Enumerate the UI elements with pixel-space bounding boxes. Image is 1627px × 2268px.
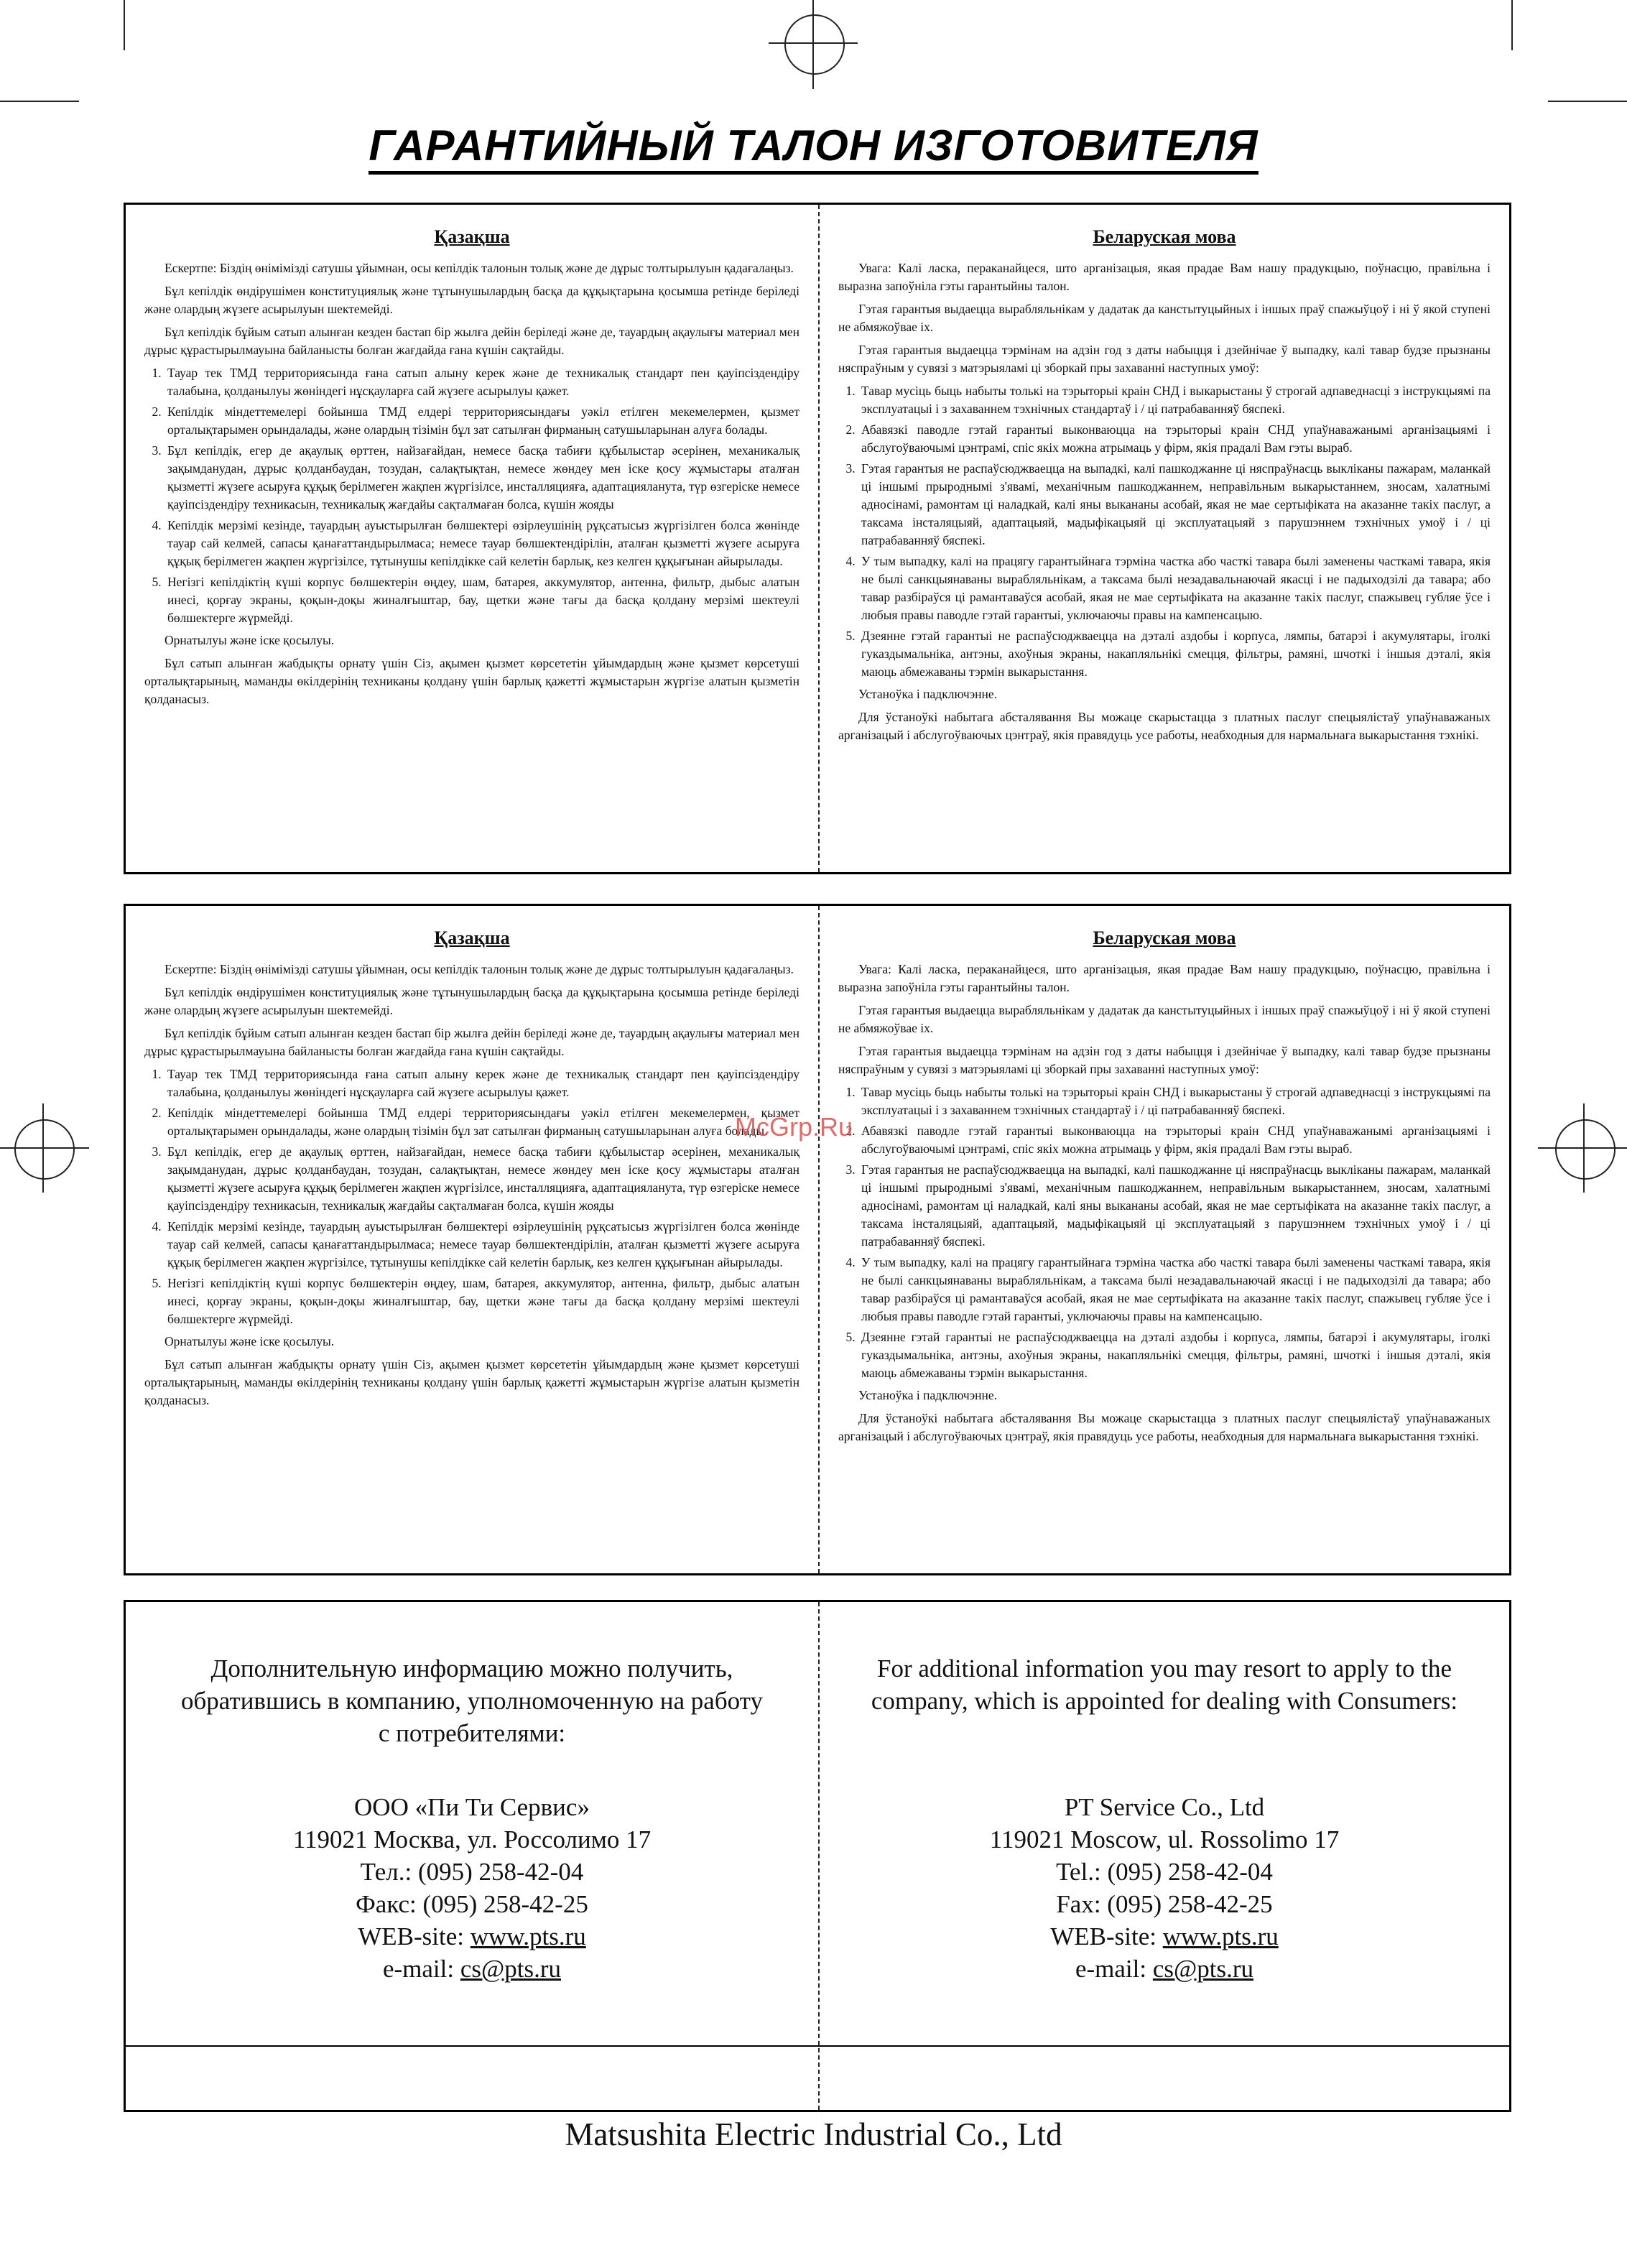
email-link[interactable]: cs@pts.ru bbox=[460, 1955, 561, 1983]
list-item: 3. Гэтая гарантыя не распаўсюджваецца на выпадкі, калі пашкоджанне ці няспраўнасць выкліканы пажарам, маланкай ці іншымі прыроднымі з'явамі, механічным пашкоджаннем, неправільным выкарыстаннем, зносам, халатнымі адносінамі, рамонтам ці наладкай, калі яны выкананы асобай, якая не мае сертыфіката на аказанне такіх паслуг, а таксама інсталяцыяй, адаптацыяй, мадыфікацыяй ці эксплуатацыяй з парушэннем тэхнічных умоў і / ці патрабаванняў бяспекі. bbox=[858, 460, 1491, 550]
belarusian-install-text: Для ўстаноўкі набытага абсталявання Вы можаце скарыстацца з платных паслуг спецыялістаў упаўнаважаных арганізацый і абслугоўваючых цэнтраў, якія правядуць усе работы, неабходныя для нармальнага выкарыстання тэхнікі. bbox=[838, 710, 1491, 742]
email-line bbox=[820, 1953, 1509, 1985]
kazakh-paragraph: Бұл кепілдік өндірушімен конституциялық және тұтынушылардың басқа да құқықтарына қосымша ретінде беріледі және олардың жүзеге асырылуын шектемейді. bbox=[144, 985, 799, 1017]
kazakh-column bbox=[126, 906, 820, 1573]
belarusian-install-title: Устаноўка і падключэнне. bbox=[858, 1388, 998, 1402]
belarusian-column bbox=[820, 906, 1509, 1573]
kazakh-column bbox=[126, 205, 820, 872]
company-name: PT Service Co., Ltd bbox=[1064, 1793, 1265, 1821]
list-item: 4. Кепілдік мерзімі кезінде, тауардың ауыстырылған бөлшектері өзірлеушінің рұқсатысыз жүргізілген болса жөнінде тауар сай келмей, сапасы қанағаттандырылмаса; немесе тауар бөлшектендірілін, аталған қызметті жүзеге асыруға құқық берілмеген жақпен жүргізілсе, тұтынушы кепілдікке сай келетін барлық, кез келген құқығынан айырылады. bbox=[164, 517, 799, 570]
belarusian-install-title: Устаноўка і падключэнне. bbox=[858, 687, 998, 701]
warranty-section-2 bbox=[124, 904, 1511, 1575]
fax-line bbox=[126, 1888, 818, 1920]
list-item: 5. Дзеянне гэтай гарантыі не распаўсюджваецца на дэталі аздобы і корпуса, лямпы, батарэі і акумулятары, іголкі гуказдымальніка, антэны, ахоўныя экраны, накапляльнікі смецця, фільтры, рамяні, шчоткі і іншыя дэталі, якія маюць абмежаваны тэрмін выкарыстання. bbox=[858, 1328, 1491, 1382]
list-item: 5. Дзеянне гэтай гарантыі не распаўсюджваецца на дэталі аздобы і корпуса, лямпы, батарэі і акумулятары, іголкі гуказдымальніка, антэны, ахоўныя экраны, накапляльнікі смецця, фільтры, рамяні, шчоткі і іншыя дэталі, якія маюць абмежаваны тэрмін выкарыстання. bbox=[858, 627, 1491, 681]
kazakh-install-text: Бұл сатып алынған жабдықты орнату үшін Сіз, ақымен қызмет көрсететін ұйымдардың және қызмет көрсетуші орталықтарының, маманды өкілдерінің техниканы қолдану үшін барлық қажетті жұмыстарын жүргізе алатын қызметін қолданасыз. bbox=[144, 1357, 799, 1407]
watermark-text: McGrp.Ru bbox=[735, 1112, 853, 1142]
fax-value: (095) 258-42-25 bbox=[422, 1890, 588, 1918]
list-item: 2. Абавязкі паводле гэтай гарантыі выконваюцца на тэрыторыі краін СНД упаўнаважанымі арганізацыямі і абслугоўваючымі цэнтрамі, спіс якіх можна атрымаць у фірм, якія прадалі Вам гэты выраб. bbox=[858, 1122, 1491, 1158]
intro-line: company, which is appointed for dealing with Consumers: bbox=[871, 1687, 1458, 1715]
list-item: 1. Тавар мусіць быць набыты толькі на тэрыторыі краін СНД і выкарыстаны ў строгай адпаведнасці з інструкцыямі па эксплуатацыі і з захаваннем тэхнічных стандартаў і / ці патрабаванняў бяспекі. bbox=[858, 1083, 1491, 1119]
phone-value: (095) 258-42-04 bbox=[1107, 1858, 1273, 1886]
kazakh-note: Ескертпе: Біздің өнімімізді сатушы ұйымнан, осы кепілдік талонын толық және де дұрыс толтырылуын қадағалаңыз. bbox=[164, 962, 794, 976]
kazakh-install-title: Орнатылуы және іске қосылуы. bbox=[164, 1334, 335, 1348]
fax-value: (095) 258-42-25 bbox=[1107, 1890, 1273, 1918]
kazakh-conditions-list bbox=[144, 1065, 799, 1328]
company-address: 119021 Москва, ул. Россолимо 17 bbox=[292, 1825, 652, 1853]
intro-line: обратившись в компанию, уполномоченную на работу bbox=[180, 1687, 764, 1715]
phone-line bbox=[126, 1856, 818, 1888]
belarusian-heading: Беларуская мова bbox=[1093, 226, 1236, 247]
company-name: ООО «Пи Ти Сервис» bbox=[354, 1793, 590, 1821]
list-item: 1. Тавар мусіць быць набыты толькі на тэрыторыі краін СНД і выкарыстаны ў строгай адпаведнасці з інструкцыямі па эксплуатацыі і з захаваннем тэхнічных стандартаў і / ці патрабаванняў бяспекі. bbox=[858, 382, 1491, 418]
belarusian-install-text: Для ўстаноўкі набытага абсталявання Вы можаце скарыстацца з платных паслуг спецыялістаў упаўнаважаных арганізацый і абслугоўваючых цэнтраў, якія правядуць усе работы, неабходныя для нармальнага выкарыстання тэхнікі. bbox=[838, 1411, 1491, 1443]
list-item: 2. Кепілдік міндеттемелері бойынша ТМД елдері территориясындағы уәкіл етілген мекемелермен, қызмет орталықтарымен орындалады, және олардың тізімін бұл зат сатылған фирманың сатушыларынан алуға болады. bbox=[164, 403, 799, 439]
kazakh-install-text: Бұл сатып алынған жабдықты орнату үшін Сіз, ақымен қызмет көрсететін ұйымдардың және қызмет көрсетуші орталықтарының, маманды өкілдерінің техниканы қолдану үшін барлық қажетті жұмыстарын жүргізе алатын қызметін қолданасыз. bbox=[144, 656, 799, 706]
stamp-area bbox=[126, 2045, 1509, 2110]
belarusian-paragraph: Гэтая гарантыя выдаецца вырабляльнікам у дадатак да канстытуцыйных і іншых праў спажыўцоў і ні ў якой ступені не абмяжоўвае іх. bbox=[838, 302, 1491, 334]
belarusian-paragraph: Гэтая гарантыя выдаецца тэрмінам на адзін год з даты набыцця і дзейнічае ў выпадку, калі тавар будзе прызнаны няспраўным у сувязі з матэрыяламі ці зборкай пры захаванні наступных умоў: bbox=[838, 1044, 1491, 1076]
list-item: 2. Кепілдік міндеттемелері бойынша ТМД елдері территориясындағы уәкіл етілген мекемелермен, қызмет орталықтарымен орындалады, және олардың тізімін бұл зат сатылған фирманың сатушыларынан алуға болады. bbox=[164, 1104, 799, 1140]
web-label: WEB-site: bbox=[358, 1922, 464, 1950]
kazakh-paragraph: Бұл кепілдік өндірушімен конституциялық және тұтынушылардың басқа да құқықтарына қосымша ретінде беріледі және олардың жүзеге асырылуын шектемейді. bbox=[144, 284, 799, 316]
list-item: 3. Бұл кепілдік, егер де ақаулық өрттен, найзағайдан, немесе басқа табиғи құбылыстар әсерінен, механикалық зақымданудан, дұрыс қолданбаудан, тозудан, салақтықтан, немесе жөндеу мен іске қосу жұмыстары аталған қызметті жүзеге асыруға құқық берілмеген жақпен жүргізілсе, инсталляцияға, адаптацияланута, түр өзгеріске немесе қауіпсіздендіру техникасын, техникалық жағдайы сақталмаған болса, күшін жояды bbox=[164, 442, 799, 514]
belarusian-heading: Беларуская мова bbox=[1093, 927, 1236, 948]
contact-section bbox=[124, 1600, 1511, 2112]
email-line bbox=[126, 1953, 818, 1985]
phone-value: (095) 258-42-04 bbox=[417, 1858, 584, 1886]
belarusian-paragraph: Гэтая гарантыя выдаецца тэрмінам на адзін год з даты набыцця і дзейнічае ў выпадку, калі тавар будзе прызнаны няспраўным у сувязі з матэрыяламі ці зборкай пры захаванні наступных умоў: bbox=[838, 343, 1491, 375]
list-item: 4. Кепілдік мерзімі кезінде, тауардың ауыстырылған бөлшектері өзірлеушінің рұқсатысыз жүргізілген болса жөнінде тауар сай келмей, сапасы қанағаттандырылмаса; немесе тауар бөлшектендірілін, аталған қызметті жүзеге асыруға құқық берілмеген жақпен жүргізілсе, тұтынушы кепілдікке сай келетін барлық, кез келген құқығынан айырылады. bbox=[164, 1218, 799, 1272]
intro-line: For additional information you may resort to apply to the bbox=[877, 1654, 1452, 1683]
list-item: 1. Тауар тек ТМД территориясында ғана сатып алыну керек және де техникалық стандарт пен қауіпсіздендіру талабына, қолданылуы жөніндегі нұсқауларға сай жүзеге асырылуы қажет. bbox=[164, 364, 799, 400]
page-title: ГАРАНТИЙНЫЙ ТАЛОН ИЗГОТОВИТЕЛЯ bbox=[0, 121, 1627, 170]
fax-line bbox=[820, 1888, 1509, 1920]
belarusian-note: Увага: Калі ласка, пераканайцеся, што арганізацыя, якая прадае Вам нашу прадукцыю, поўнасцю, правільна і выразна запоўніла гэты гарантыйны талон. bbox=[838, 962, 1491, 994]
phone-label: Tel.: bbox=[1056, 1858, 1101, 1886]
belarusian-column bbox=[820, 205, 1509, 872]
phone-line bbox=[820, 1856, 1509, 1888]
contact-english bbox=[820, 1602, 1509, 2110]
list-item: 4. У тым выпадку, калі на працягу гарантыйнага тэрміна частка або часткі тавара былі заменены часткамі тавара, якія не былі санкцыянаваны вырабляльнікам, а таксама былі незадавальнаючай якасці і не падыходзілі да тавара; або тавар разбіраўся ці рамантаваўся асобай, якая не мае сертыфіката на аказанне такіх паслуг, спажывец губляе ўсе і любыя правы паводле гэтай гарантыі, уключаючы правы на кампенсацыю. bbox=[858, 552, 1491, 624]
kazakh-heading: Қазақша bbox=[434, 226, 510, 247]
list-item: 3. Гэтая гарантыя не распаўсюджваецца на выпадкі, калі пашкоджанне ці няспраўнасць выкліканы пажарам, маланкай ці іншымі прыроднымі з'явамі, механічным пашкоджаннем, неправільным выкарыстаннем, зносам, халатнымі адносінамі, рамонтам ці наладкай, калі яны выкананы асобай, якая не мае сертыфіката на аказанне такіх паслуг, а таксама інсталяцыяй, адаптацыяй, мадыфікацыяй ці эксплуатацыяй з парушэннем тэхнічных умоў і / ці патрабаванняў бяспекі. bbox=[858, 1161, 1491, 1251]
intro-line: Дополнительную информацию можно получить, bbox=[210, 1654, 733, 1683]
belarusian-paragraph: Гэтая гарантыя выдаецца вырабляльнікам у дадатак да канстытуцыйных і іншых праў спажыўцоў і ні ў якой ступені не абмяжоўвае іх. bbox=[838, 1003, 1491, 1035]
belarusian-conditions-list bbox=[838, 1083, 1491, 1382]
kazakh-heading: Қазақша bbox=[434, 927, 510, 948]
contact-intro bbox=[126, 1652, 818, 1749]
web-line bbox=[126, 1920, 818, 1953]
contact-russian bbox=[126, 1602, 820, 2110]
email-label: e-mail: bbox=[1075, 1955, 1147, 1983]
fax-label: Fax: bbox=[1056, 1890, 1101, 1918]
fax-label: Факс: bbox=[356, 1890, 417, 1918]
list-item: 3. Бұл кепілдік, егер де ақаулық өрттен, найзағайдан, немесе басқа табиғи құбылыстар әсерінен, механикалық зақымданудан, дұрыс қолданбаудан, тозудан, салақтықтан, немесе жөндеу мен іске қосу жұмыстары аталған қызметті жүзеге асыруға құқық берілмеген жақпен жүргізілсе, инсталляцияға, адаптацияланута, түр өзгеріске немесе қауіпсіздендіру техникасын, техникалық жағдайы сақталмаған болса, күшін жояды bbox=[164, 1143, 799, 1215]
kazakh-paragraph: Бұл кепілдік бұйым сатып алынған кезден бастап бір жылға дейін беріледі және де, тауардың ақаулығы материал мен дұрыс құрастырылмауына байланысты болған жағдайда ғана күшін сақтайды. bbox=[144, 325, 799, 357]
footer-company: Matsushita Electric Industrial Co., Ltd bbox=[565, 2116, 1062, 2152]
email-link[interactable]: cs@pts.ru bbox=[1152, 1955, 1253, 1983]
list-item: 5. Негізгі кепілдіктің күші корпус бөлшектерін өңдеу, шам, батарея, аккумулятор, антенна, фильтр, дыбыс алатын инесі, қорғау экраны, қоқын-доқы жиналғыштар, бау, щетки және тағы да басқа қолдану мерзімі шектеулі бөлшектерге жүрмейді. bbox=[164, 1274, 799, 1328]
list-item: 4. У тым выпадку, калі на працягу гарантыйнага тэрміна частка або часткі тавара былі заменены часткамі тавара, якія не былі санкцыянаваны вырабляльнікам, а таксама былі незадавальнаючай якасці і не падыходзілі да тавара; або тавар разбіраўся ці рамантаваўся асобай, якая не мае сертыфіката на аказанне такіх паслуг, спажывец губляе ўсе і любыя правы паводле гэтай гарантыі, уключаючы правы на кампенсацыю. bbox=[858, 1254, 1491, 1325]
warranty-section-1 bbox=[124, 203, 1511, 874]
web-link[interactable]: www.pts.ru bbox=[1162, 1922, 1279, 1950]
kazakh-conditions-list bbox=[144, 364, 799, 627]
list-item: 1. Тауар тек ТМД территориясында ғана сатып алыну керек және де техникалық стандарт пен қауіпсіздендіру талабына, қолданылуы жөніндегі нұсқауларға сай жүзеге асырылуы қажет. bbox=[164, 1065, 799, 1101]
kazakh-paragraph: Бұл кепілдік бұйым сатып алынған кезден бастап бір жылға дейін беріледі және де, тауардың ақаулығы материал мен дұрыс құрастырылмауына байланысты болған жағдайда ғана күшін сақтайды. bbox=[144, 1026, 799, 1058]
list-item: 5. Негізгі кепілдіктің күші корпус бөлшектерін өңдеу, шам, батарея, аккумулятор, антенна, фильтр, дыбыс алатын инесі, қорғау экраны, қоқын-доқы жиналғыштар, бау, щетки және тағы да басқа қолдану мерзімі шектеулі бөлшектерге жүрмейді. bbox=[164, 573, 799, 627]
email-label: e-mail: bbox=[382, 1955, 455, 1983]
contact-intro bbox=[820, 1652, 1509, 1717]
kazakh-install-title: Орнатылуы және іске қосылуы. bbox=[164, 633, 335, 647]
phone-label: Тел.: bbox=[360, 1858, 412, 1886]
company-address: 119021 Moscow, ul. Rossolimo 17 bbox=[989, 1825, 1340, 1853]
belarusian-note: Увага: Калі ласка, пераканайцеся, што арганізацыя, якая прадае Вам нашу прадукцыю, поўнасцю, правільна і выразна запоўніла гэты гарантыйны талон. bbox=[838, 261, 1491, 293]
list-item: 2. Абавязкі паводле гэтай гарантыі выконваюцца на тэрыторыі краін СНД упаўнаважанымі арганізацыямі і абслугоўваючымі цэнтрамі, спіс якіх можна атрымаць у фірм, якія прадалі Вам гэты выраб. bbox=[858, 421, 1491, 457]
intro-line: с потребителями: bbox=[378, 1719, 566, 1747]
belarusian-conditions-list bbox=[838, 382, 1491, 681]
web-line bbox=[820, 1920, 1509, 1953]
web-label: WEB-site: bbox=[1050, 1922, 1156, 1950]
web-link[interactable]: www.pts.ru bbox=[470, 1922, 586, 1950]
kazakh-note: Ескертпе: Біздің өнімімізді сатушы ұйымнан, осы кепілдік талонын толық және де дұрыс толтырылуын қадағалаңыз. bbox=[164, 261, 794, 275]
